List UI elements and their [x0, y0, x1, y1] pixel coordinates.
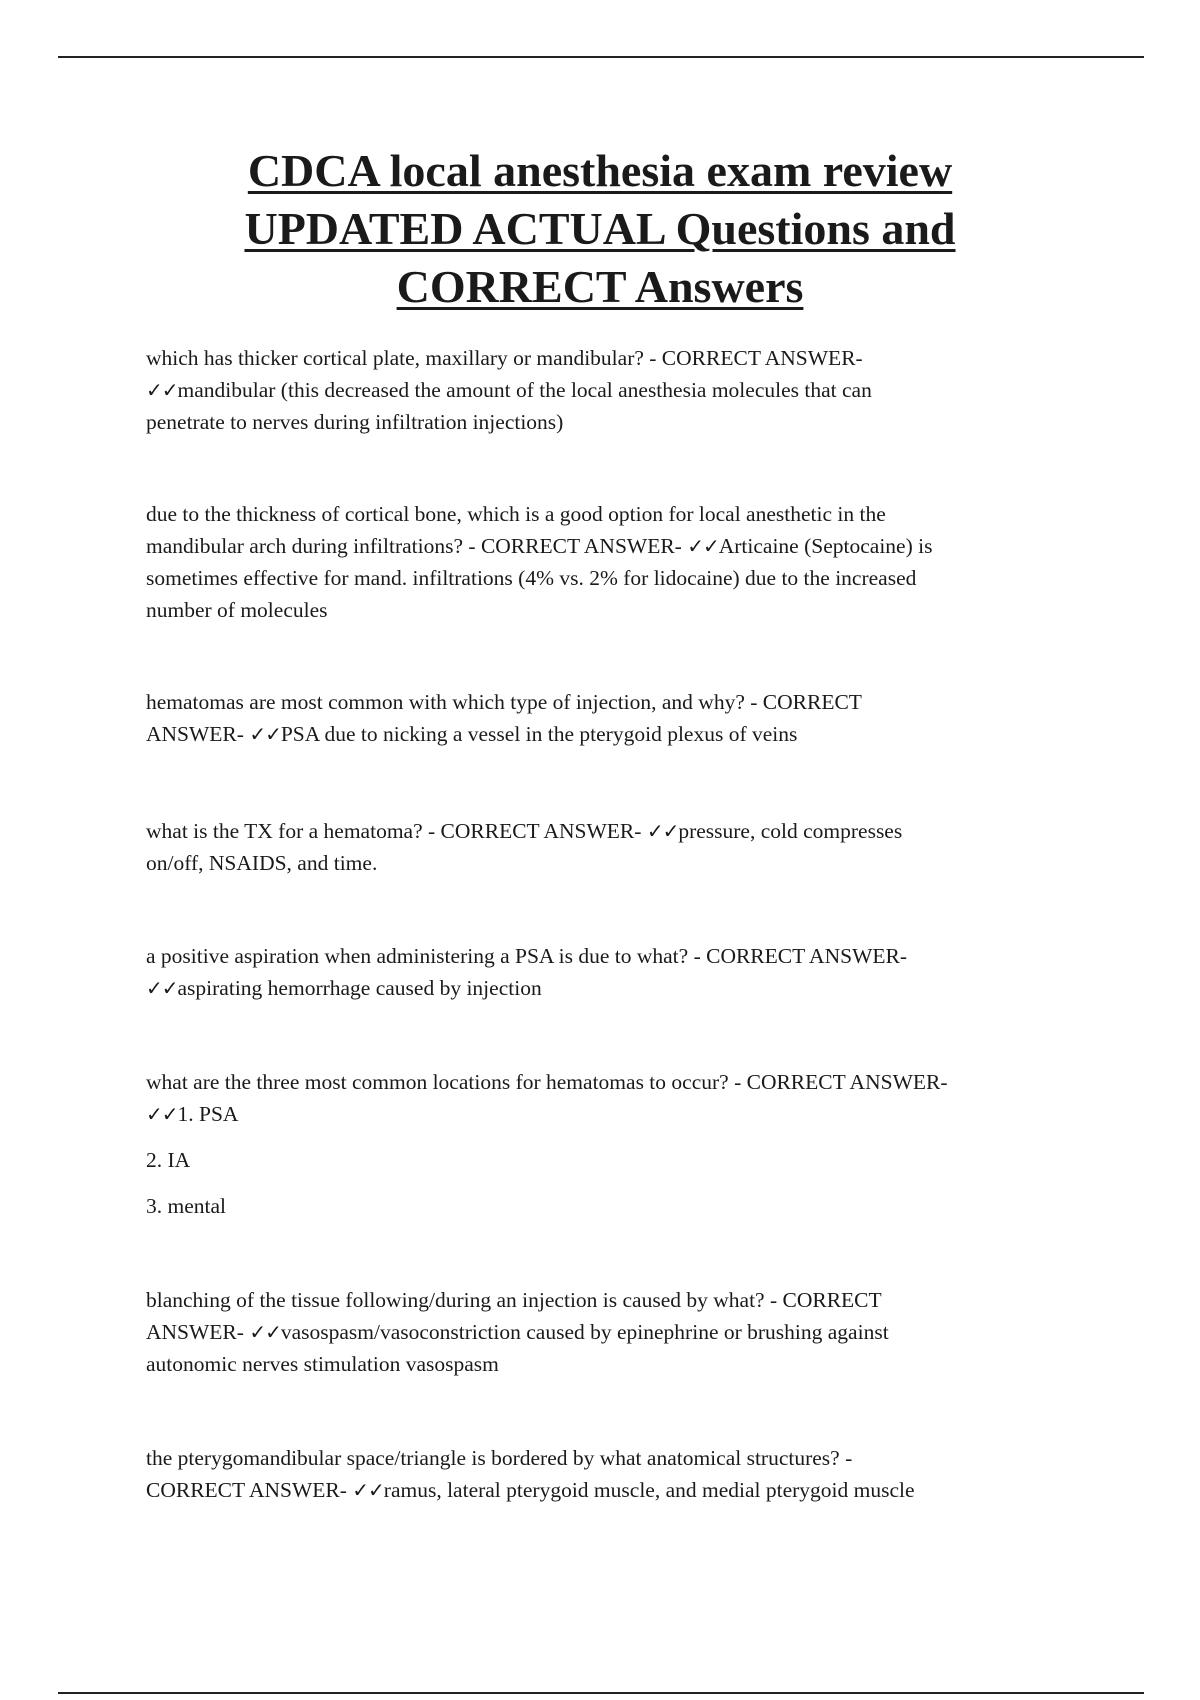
double-check-icon: ✓✓: [146, 976, 178, 1000]
qa-item: which has thicker cortical plate, maxillary or mandibular? - CORRECT ANSWER- ✓✓mandibular (this decreased the amount of the local anesthesia molecules that can penetrate to nerves during infiltration injections): [146, 346, 872, 434]
title-line: CORRECT Answers: [396, 261, 804, 312]
qa-item: what is the TX for a hematoma? - CORRECT ANSWER- ✓✓pressure, cold compresses on/off, NSAIDS, and time.: [146, 819, 903, 875]
document-title: [100, 142, 1100, 316]
qa-item: what are the three most common locations for hematomas to occur? - CORRECT ANSWER- ✓✓1. PSA 2. IA 3. mental: [146, 1070, 948, 1218]
bottom-rule: [58, 1692, 1144, 1694]
double-check-icon: ✓✓: [146, 1102, 178, 1126]
title-line: UPDATED ACTUAL Questions and: [244, 203, 956, 254]
title-line: CDCA local anesthesia exam review: [247, 145, 953, 196]
double-check-icon: ✓✓: [249, 1320, 281, 1344]
qa-item: hematomas are most common with which type of injection, and why? - CORRECT ANSWER- ✓✓PSA due to nicking a vessel in the pterygoid plexus of veins: [146, 690, 862, 746]
double-check-icon: ✓✓: [249, 722, 281, 746]
qa-item: due to the thickness of cortical bone, which is a good option for local anesthetic in the mandibular arch during infiltrations? - CORRECT ANSWER- ✓✓Articaine (Septocaine) is sometimes effective for mand. infiltrations (4% vs. 2% for lidocaine) due to the increased number of molecules: [146, 502, 933, 622]
double-check-icon: ✓✓: [352, 1478, 384, 1502]
double-check-icon: ✓✓: [646, 819, 679, 843]
double-check-icon: ✓✓: [146, 378, 178, 402]
qa-item: blanching of the tissue following/during an injection is caused by what? - CORRECT ANSWER- ✓✓vasospasm/vasoconstriction caused by epinephrine or brushing against autonomic nerves stimulation vasospasm: [146, 1288, 889, 1376]
qa-item: the pterygomandibular space/triangle is bordered by what anatomical structures? - CORRECT ANSWER- ✓✓ramus, lateral pterygoid muscle, and medial pterygoid muscle: [146, 1446, 915, 1502]
double-check-icon: ✓✓: [687, 534, 719, 558]
top-rule: [58, 56, 1144, 58]
qa-item: a positive aspiration when administering a PSA is due to what? - CORRECT ANSWER- ✓✓aspirating hemorrhage caused by injection: [146, 944, 907, 1000]
